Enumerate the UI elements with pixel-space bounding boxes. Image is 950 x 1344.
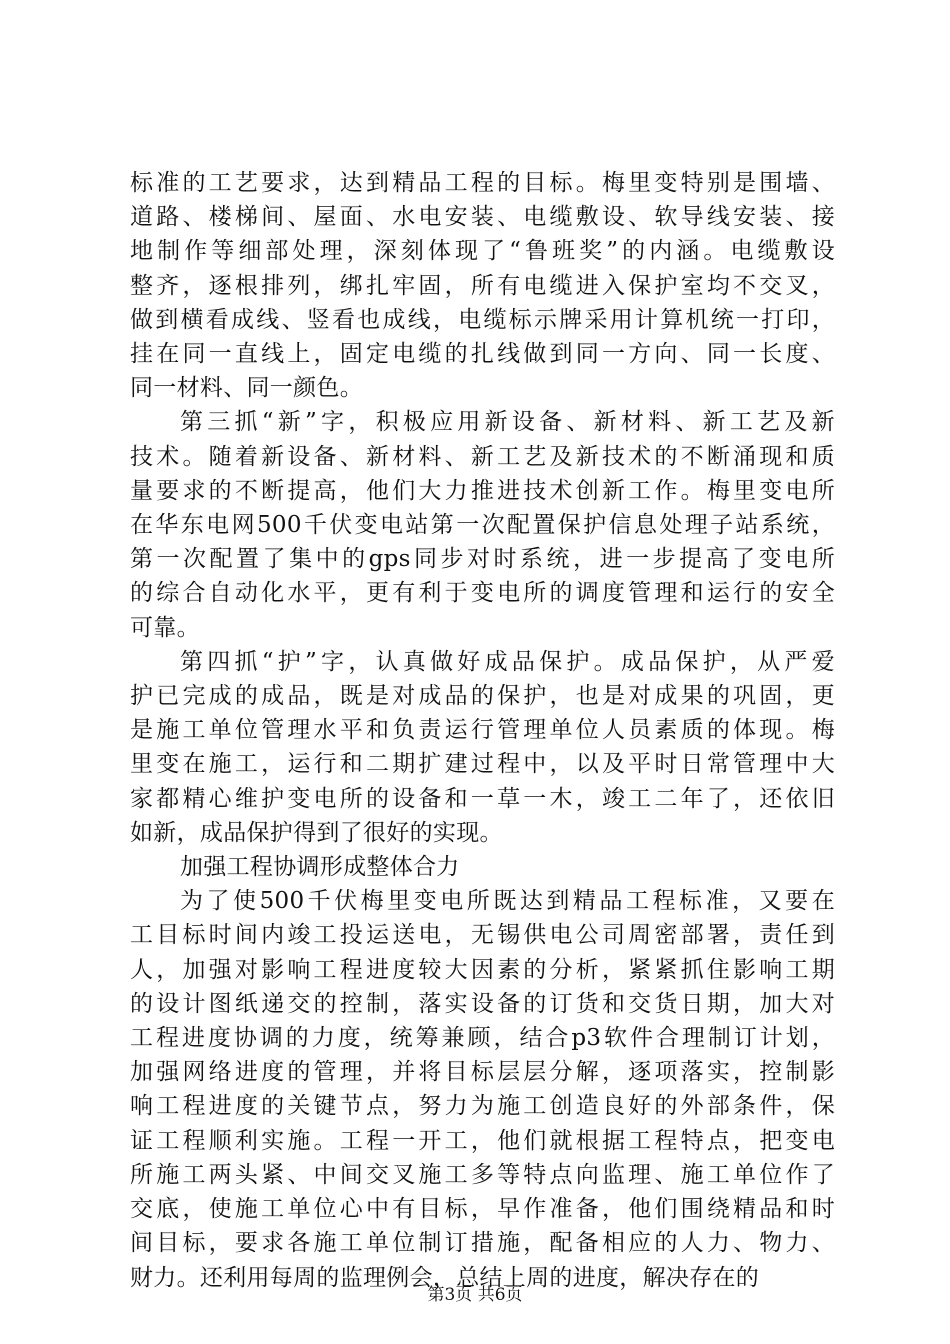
text-line: 人，加强对影响工程进度较大因素的分析，紧紧抓住影响工期 [130,956,835,983]
text-line: 加强网络进度的管理，并将目标层层分解，逐项落实，控制影 [130,1059,835,1086]
text-line: 地制作等细部处理，深刻体现了“鲁班奖”的内涵。电缆敷设 [130,238,835,265]
text-line: 同一材料、同一颜色。 [130,375,363,402]
text-line: 第四抓“护”字，认真做好成品保护。成品保护，从严爱 [180,648,835,675]
text-line: 证工程顺利实施。工程一开工，他们就根据工程特点，把变电 [130,1127,835,1154]
text-line: 间目标，要求各施工单位制订措施，配备相应的人力、物力、 [130,1230,835,1257]
text-line: 加强工程协调形成整体合力 [180,854,460,881]
text-line: 工目标时间内竣工投运送电，无锡供电公司周密部署，责任到 [130,922,835,949]
text-line: 做到横看成线、竖看也成线，电缆标示牌采用计算机统一打印， [130,306,835,333]
text-line: 是施工单位管理水平和负责运行管理单位人员素质的体现。梅 [130,717,835,744]
text-line: 如新，成品保护得到了很好的实现。 [130,819,503,846]
paragraph [130,166,835,405]
paragraph [130,405,835,644]
page-footer: 第3页 共6页 [427,1285,523,1305]
text-line: 道路、楼梯间、屋面、水电安装、电缆敷设、软导线安装、接 [130,204,835,231]
text-line: 可靠。 [130,614,200,641]
text-line: 技术。随着新设备、新材料、新工艺及新技术的不断涌现和质 [130,443,835,470]
text-line: 里变在施工，运行和二期扩建过程中，以及平时日常管理中大 [130,751,835,778]
text-line: 整齐，逐根排列，绑扎牢固，所有电缆进入保护室均不交叉， [130,272,835,299]
text-line: 标准的工艺要求，达到精品工程的目标。梅里变特别是围墙、 [130,170,835,196]
text-line: 财力。还利用每周的监理例会，总结上周的进度，解决存在的 [130,1264,760,1291]
text-line: 第一次配置了集中的gps同步对时系统，进一步提高了变电所 [130,546,835,573]
document-body [130,166,835,1295]
text-line: 工程进度协调的力度，统筹兼顾，结合p3软件合理制订计划， [130,1025,835,1052]
text-line: 的综合自动化水平，更有利于变电所的调度管理和运行的安全 [130,580,835,607]
text-line: 家都精心维护变电所的设备和一草一木，竣工二年了，还依旧 [130,785,835,812]
text-line: 在华东电网500千伏变电站第一次配置保护信息处理子站系统， [130,512,835,539]
text-line: 第三抓“新”字，积极应用新设备、新材料、新工艺及新 [180,409,835,436]
paragraph [130,645,835,850]
text-line: 的设计图纸递交的控制，落实设备的订货和交货日期，加大对 [130,990,835,1017]
text-line: 挂在同一直线上，固定电缆的扎线做到同一方向、同一长度、 [130,341,835,368]
text-line: 交底，使施工单位心中有目标，早作准备，他们围绕精品和时 [130,1196,835,1223]
text-line: 量要求的不断提高，他们大力推进技术创新工作。梅里变电所 [130,477,835,504]
paragraph [130,884,835,1294]
text-line: 为了使500千伏梅里变电所既达到精品工程标准，又要在 [180,888,835,915]
paragraph [130,850,835,884]
text-line: 响工程进度的关键节点，努力为施工创造良好的外部条件，保 [130,1093,835,1120]
text-line: 所施工两头紧、中间交叉施工多等特点向监理、施工单位作了 [130,1161,835,1188]
text-line: 护已完成的成品，既是对成品的保护，也是对成果的巩固，更 [130,683,835,710]
